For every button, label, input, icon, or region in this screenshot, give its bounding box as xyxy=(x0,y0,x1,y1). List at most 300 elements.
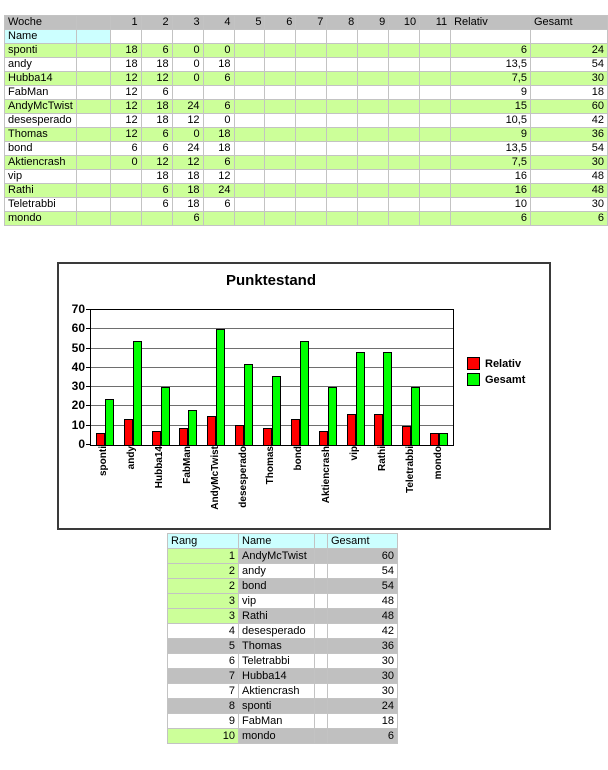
week-value-cell[interactable] xyxy=(420,142,451,156)
week-value-cell[interactable] xyxy=(265,128,296,142)
relativ-value-cell[interactable]: 7,5 xyxy=(451,156,531,170)
blank-cell[interactable] xyxy=(315,579,328,594)
blank-cell[interactable] xyxy=(234,30,265,44)
week-table-row xyxy=(5,72,608,86)
week-value-cell[interactable] xyxy=(265,100,296,114)
week-value-cell[interactable] xyxy=(234,198,265,212)
week-value-cell[interactable] xyxy=(234,72,265,86)
blank-cell[interactable] xyxy=(327,30,358,44)
col-header-week-7[interactable]: 7 xyxy=(296,16,327,30)
week-value-cell[interactable]: 18 xyxy=(141,100,172,114)
blank-cell[interactable] xyxy=(315,729,328,744)
rang-cell[interactable]: 7 xyxy=(168,684,239,699)
rank-name-cell[interactable]: Rathi xyxy=(239,609,315,624)
week-value-cell[interactable] xyxy=(420,212,451,226)
blank-cell[interactable] xyxy=(76,142,110,156)
bar-group xyxy=(314,387,342,445)
week-value-cell[interactable] xyxy=(358,198,389,212)
week-value-cell[interactable] xyxy=(296,128,327,142)
week-value-cell[interactable] xyxy=(110,184,141,198)
week-value-cell[interactable] xyxy=(358,156,389,170)
rank-name-cell[interactable]: Hubba14 xyxy=(239,669,315,684)
col-header-week-8[interactable]: 8 xyxy=(327,16,358,30)
week-value-cell[interactable] xyxy=(358,128,389,142)
week-table-row xyxy=(5,156,608,170)
week-value-cell[interactable] xyxy=(358,170,389,184)
week-value-cell[interactable] xyxy=(234,156,265,170)
week-value-cell[interactable]: 0 xyxy=(172,44,203,58)
week-value-cell[interactable]: 24 xyxy=(203,184,234,198)
week-value-cell[interactable]: 6 xyxy=(141,128,172,142)
rank-gesamt-cell[interactable]: 48 xyxy=(328,594,398,609)
blank-cell[interactable] xyxy=(76,212,110,226)
blank-cell[interactable] xyxy=(76,128,110,142)
blank-cell[interactable] xyxy=(76,86,110,100)
week-value-cell[interactable] xyxy=(358,58,389,72)
blank-cell[interactable] xyxy=(315,624,328,639)
week-value-cell[interactable]: 12 xyxy=(172,114,203,128)
rang-cell[interactable]: 1 xyxy=(168,549,239,564)
week-value-cell[interactable]: 6 xyxy=(110,142,141,156)
blank-cell[interactable] xyxy=(451,30,531,44)
rank-name-cell[interactable]: AndyMcTwist xyxy=(239,549,315,564)
week-value-cell[interactable] xyxy=(110,198,141,212)
week-value-cell[interactable] xyxy=(327,142,358,156)
relativ-value-cell[interactable]: 10,5 xyxy=(451,114,531,128)
week-value-cell[interactable] xyxy=(327,44,358,58)
week-value-cell[interactable] xyxy=(327,86,358,100)
rank-gesamt-cell[interactable]: 18 xyxy=(328,714,398,729)
week-value-cell[interactable] xyxy=(358,86,389,100)
relativ-value-cell[interactable]: 10 xyxy=(451,198,531,212)
week-value-cell[interactable] xyxy=(234,170,265,184)
week-value-cell[interactable]: 18 xyxy=(172,184,203,198)
blank-cell[interactable] xyxy=(76,58,110,72)
blank-cell[interactable] xyxy=(315,699,328,714)
col-header-blank[interactable] xyxy=(315,534,328,549)
col-header-gesamt[interactable]: Gesamt xyxy=(530,16,607,30)
week-value-cell[interactable] xyxy=(358,184,389,198)
week-value-cell[interactable] xyxy=(420,58,451,72)
relativ-value-cell[interactable]: 16 xyxy=(451,170,531,184)
week-value-cell[interactable] xyxy=(327,156,358,170)
week-value-cell[interactable] xyxy=(389,198,420,212)
col-header-relativ[interactable]: Relativ xyxy=(451,16,531,30)
week-value-cell[interactable]: 0 xyxy=(172,58,203,72)
gesamt-value-cell[interactable]: 36 xyxy=(530,128,607,142)
rang-cell[interactable]: 7 xyxy=(168,669,239,684)
week-value-cell[interactable]: 6 xyxy=(141,184,172,198)
week-value-cell[interactable]: 12 xyxy=(172,156,203,170)
week-value-cell[interactable]: 6 xyxy=(203,156,234,170)
week-value-cell[interactable] xyxy=(358,100,389,114)
col-header-blank[interactable] xyxy=(76,16,110,30)
week-value-cell[interactable] xyxy=(389,128,420,142)
blank-cell[interactable] xyxy=(76,72,110,86)
gesamt-value-cell[interactable]: 48 xyxy=(530,184,607,198)
week-value-cell[interactable] xyxy=(358,44,389,58)
week-value-cell[interactable]: 0 xyxy=(172,72,203,86)
week-value-cell[interactable] xyxy=(296,198,327,212)
week-value-cell[interactable] xyxy=(389,44,420,58)
week-value-cell[interactable] xyxy=(265,212,296,226)
blank-cell[interactable] xyxy=(265,30,296,44)
blank-cell[interactable] xyxy=(315,654,328,669)
blank-cell[interactable] xyxy=(76,44,110,58)
week-value-cell[interactable] xyxy=(296,170,327,184)
week-value-cell[interactable] xyxy=(389,72,420,86)
week-value-cell[interactable] xyxy=(389,184,420,198)
week-value-cell[interactable]: 6 xyxy=(203,198,234,212)
week-value-cell[interactable] xyxy=(296,156,327,170)
week-value-cell[interactable] xyxy=(327,128,358,142)
player-name-cell[interactable]: sponti xyxy=(5,44,77,58)
rang-cell[interactable]: 2 xyxy=(168,564,239,579)
week-value-cell[interactable] xyxy=(265,114,296,128)
week-value-cell[interactable]: 18 xyxy=(203,128,234,142)
week-value-cell[interactable] xyxy=(141,212,172,226)
week-value-cell[interactable] xyxy=(389,142,420,156)
col-header-week-10[interactable]: 10 xyxy=(389,16,420,30)
week-value-cell[interactable] xyxy=(389,100,420,114)
week-value-cell[interactable]: 12 xyxy=(141,72,172,86)
week-value-cell[interactable]: 6 xyxy=(141,142,172,156)
x-axis-label: andy xyxy=(126,446,138,470)
week-value-cell[interactable] xyxy=(234,44,265,58)
week-value-cell[interactable] xyxy=(265,86,296,100)
week-value-cell[interactable] xyxy=(389,212,420,226)
player-name-cell[interactable]: vip xyxy=(5,170,77,184)
relativ-value-cell[interactable]: 16 xyxy=(451,184,531,198)
week-value-cell[interactable] xyxy=(327,198,358,212)
rank-gesamt-cell[interactable]: 54 xyxy=(328,564,398,579)
week-value-cell[interactable] xyxy=(420,184,451,198)
col-header-week-6[interactable]: 6 xyxy=(265,16,296,30)
week-value-cell[interactable]: 0 xyxy=(203,44,234,58)
player-name-cell[interactable]: Hubba14 xyxy=(5,72,77,86)
col-header-week-3[interactable]: 3 xyxy=(172,16,203,30)
col-header-week-11[interactable]: 11 xyxy=(420,16,451,30)
week-value-cell[interactable] xyxy=(420,44,451,58)
player-name-cell[interactable]: Thomas xyxy=(5,128,77,142)
player-name-cell[interactable]: mondo xyxy=(5,212,77,226)
week-value-cell[interactable] xyxy=(327,170,358,184)
week-value-cell[interactable] xyxy=(420,114,451,128)
week-value-cell[interactable] xyxy=(358,212,389,226)
blank-cell[interactable] xyxy=(76,30,110,44)
week-value-cell[interactable]: 6 xyxy=(141,86,172,100)
bar-group xyxy=(286,341,314,445)
player-name-cell[interactable]: Rathi xyxy=(5,184,77,198)
rank-name-cell[interactable]: mondo xyxy=(239,729,315,744)
week-value-cell[interactable] xyxy=(296,44,327,58)
week-value-cell[interactable] xyxy=(234,100,265,114)
blank-cell[interactable] xyxy=(110,30,141,44)
gesamt-value-cell[interactable]: 6 xyxy=(530,212,607,226)
blank-cell[interactable] xyxy=(76,156,110,170)
week-value-cell[interactable] xyxy=(389,58,420,72)
blank-cell[interactable] xyxy=(315,639,328,654)
week-value-cell[interactable]: 6 xyxy=(141,44,172,58)
col-header-gesamt[interactable]: Gesamt xyxy=(328,534,398,549)
rang-cell[interactable]: 10 xyxy=(168,729,239,744)
blank-cell[interactable] xyxy=(315,684,328,699)
blank-cell[interactable] xyxy=(76,184,110,198)
relativ-bar xyxy=(124,419,133,445)
relativ-value-cell[interactable]: 13,5 xyxy=(451,142,531,156)
week-value-cell[interactable] xyxy=(265,72,296,86)
relativ-value-cell[interactable]: 13,5 xyxy=(451,58,531,72)
week-value-cell[interactable] xyxy=(296,86,327,100)
player-name-cell[interactable]: desesperado xyxy=(5,114,77,128)
blank-cell[interactable] xyxy=(76,100,110,114)
bar-group xyxy=(397,387,425,445)
rank-gesamt-cell[interactable]: 54 xyxy=(328,579,398,594)
week-value-cell[interactable] xyxy=(234,184,265,198)
week-value-cell[interactable]: 24 xyxy=(172,142,203,156)
week-value-cell[interactable] xyxy=(327,114,358,128)
week-value-cell[interactable]: 12 xyxy=(110,72,141,86)
blank-cell[interactable] xyxy=(76,198,110,212)
rang-cell[interactable]: 8 xyxy=(168,699,239,714)
rank-gesamt-cell[interactable]: 30 xyxy=(328,669,398,684)
week-value-cell[interactable]: 18 xyxy=(110,58,141,72)
week-value-cell[interactable]: 6 xyxy=(141,198,172,212)
week-value-cell[interactable] xyxy=(265,58,296,72)
relativ-value-cell[interactable]: 6 xyxy=(451,44,531,58)
week-value-cell[interactable]: 6 xyxy=(172,212,203,226)
col-header-woche[interactable]: Woche xyxy=(5,16,77,30)
rang-cell[interactable]: 6 xyxy=(168,654,239,669)
week-value-cell[interactable] xyxy=(358,114,389,128)
gesamt-legend-swatch-icon xyxy=(467,373,480,386)
week-value-cell[interactable] xyxy=(296,100,327,114)
week-value-cell[interactable] xyxy=(172,86,203,100)
relativ-value-cell[interactable]: 9 xyxy=(451,128,531,142)
rank-gesamt-cell[interactable]: 30 xyxy=(328,684,398,699)
week-value-cell[interactable] xyxy=(296,142,327,156)
col-header-week-2[interactable]: 2 xyxy=(141,16,172,30)
week-value-cell[interactable]: 18 xyxy=(141,114,172,128)
blank-cell[interactable] xyxy=(141,30,172,44)
blank-cell[interactable] xyxy=(315,669,328,684)
week-value-cell[interactable] xyxy=(234,86,265,100)
player-name-cell[interactable]: FabMan xyxy=(5,86,77,100)
gesamt-value-cell[interactable]: 30 xyxy=(530,72,607,86)
week-value-cell[interactable] xyxy=(296,114,327,128)
week-value-cell[interactable]: 12 xyxy=(110,86,141,100)
rang-cell[interactable]: 3 xyxy=(168,594,239,609)
week-value-cell[interactable]: 6 xyxy=(203,100,234,114)
week-value-cell[interactable] xyxy=(420,198,451,212)
rang-cell[interactable]: 4 xyxy=(168,624,239,639)
blank-cell[interactable] xyxy=(530,30,607,44)
rank-gesamt-cell[interactable]: 36 xyxy=(328,639,398,654)
week-value-cell[interactable] xyxy=(389,114,420,128)
week-value-cell[interactable] xyxy=(296,184,327,198)
week-value-cell[interactable]: 18 xyxy=(141,58,172,72)
week-value-cell[interactable]: 18 xyxy=(172,170,203,184)
player-name-cell[interactable]: AndyMcTwist xyxy=(5,100,77,114)
gesamt-bar xyxy=(188,410,197,445)
blank-cell[interactable] xyxy=(315,714,328,729)
blank-cell[interactable] xyxy=(172,30,203,44)
rank-name-cell[interactable]: Teletrabbi xyxy=(239,654,315,669)
rank-name-cell[interactable]: bond xyxy=(239,579,315,594)
relativ-value-cell[interactable]: 15 xyxy=(451,100,531,114)
gesamt-value-cell[interactable]: 24 xyxy=(530,44,607,58)
week-value-cell[interactable] xyxy=(296,212,327,226)
y-axis-label: 40 xyxy=(71,359,85,374)
rank-name-cell[interactable]: Thomas xyxy=(239,639,315,654)
rank-gesamt-cell[interactable]: 24 xyxy=(328,699,398,714)
rang-cell[interactable]: 9 xyxy=(168,714,239,729)
blank-cell[interactable] xyxy=(76,170,110,184)
gesamt-value-cell[interactable]: 54 xyxy=(530,142,607,156)
blank-cell[interactable] xyxy=(420,30,451,44)
rank-gesamt-cell[interactable]: 60 xyxy=(328,549,398,564)
bar-group xyxy=(425,433,453,445)
week-value-cell[interactable]: 12 xyxy=(141,156,172,170)
week-value-cell[interactable]: 18 xyxy=(141,170,172,184)
week-value-cell[interactable] xyxy=(389,86,420,100)
col-header-week-5[interactable]: 5 xyxy=(234,16,265,30)
week-value-cell[interactable] xyxy=(234,142,265,156)
relativ-value-cell[interactable]: 7,5 xyxy=(451,72,531,86)
week-value-cell[interactable]: 18 xyxy=(110,44,141,58)
week-value-cell[interactable]: 24 xyxy=(172,100,203,114)
week-value-cell[interactable] xyxy=(327,212,358,226)
week-value-cell[interactable] xyxy=(234,114,265,128)
week-table-row xyxy=(5,86,608,100)
week-value-cell[interactable] xyxy=(358,72,389,86)
player-name-cell[interactable]: andy xyxy=(5,58,77,72)
rank-gesamt-cell[interactable]: 42 xyxy=(328,624,398,639)
gesamt-value-cell[interactable]: 18 xyxy=(530,86,607,100)
week-value-cell[interactable] xyxy=(358,142,389,156)
week-value-cell[interactable] xyxy=(296,72,327,86)
week-value-cell[interactable] xyxy=(203,86,234,100)
week-value-cell[interactable] xyxy=(234,212,265,226)
player-name-cell[interactable]: Aktiencrash xyxy=(5,156,77,170)
week-value-cell[interactable] xyxy=(110,170,141,184)
gesamt-value-cell[interactable]: 54 xyxy=(530,58,607,72)
week-value-cell[interactable] xyxy=(389,156,420,170)
week-value-cell[interactable] xyxy=(234,58,265,72)
blank-cell[interactable] xyxy=(315,609,328,624)
blank-cell[interactable] xyxy=(76,114,110,128)
week-value-cell[interactable] xyxy=(203,212,234,226)
week-value-cell[interactable] xyxy=(234,128,265,142)
week-value-cell[interactable] xyxy=(420,170,451,184)
rank-name-cell[interactable]: sponti xyxy=(239,699,315,714)
week-value-cell[interactable] xyxy=(265,198,296,212)
blank-cell[interactable] xyxy=(203,30,234,44)
week-value-cell[interactable] xyxy=(110,212,141,226)
week-value-cell[interactable] xyxy=(265,170,296,184)
blank-cell[interactable] xyxy=(315,549,328,564)
week-value-cell[interactable]: 6 xyxy=(203,72,234,86)
week-value-cell[interactable]: 0 xyxy=(203,114,234,128)
blank-cell[interactable] xyxy=(315,594,328,609)
week-value-cell[interactable] xyxy=(389,170,420,184)
rank-name-cell[interactable]: desesperado xyxy=(239,624,315,639)
punktestand-chart[interactable] xyxy=(57,262,551,530)
week-table-row xyxy=(5,184,608,198)
y-axis-label: 0 xyxy=(78,437,85,451)
week-value-cell[interactable]: 0 xyxy=(110,156,141,170)
rank-gesamt-cell[interactable]: 6 xyxy=(328,729,398,744)
relativ-bar xyxy=(235,425,244,445)
gesamt-value-cell[interactable]: 30 xyxy=(530,198,607,212)
relativ-value-cell[interactable]: 9 xyxy=(451,86,531,100)
col-header-week-9[interactable]: 9 xyxy=(358,16,389,30)
gesamt-value-cell[interactable]: 60 xyxy=(530,100,607,114)
week-value-cell[interactable] xyxy=(420,156,451,170)
week-value-cell[interactable]: 18 xyxy=(203,142,234,156)
week-value-cell[interactable]: 12 xyxy=(110,128,141,142)
rank-name-cell[interactable]: andy xyxy=(239,564,315,579)
week-value-cell[interactable]: 0 xyxy=(172,128,203,142)
week-value-cell[interactable]: 12 xyxy=(110,114,141,128)
week-table-row xyxy=(5,58,608,72)
week-value-cell[interactable] xyxy=(327,58,358,72)
week-value-cell[interactable]: 18 xyxy=(172,198,203,212)
rank-gesamt-cell[interactable]: 48 xyxy=(328,609,398,624)
rank-gesamt-cell[interactable]: 30 xyxy=(328,654,398,669)
week-value-cell[interactable] xyxy=(265,156,296,170)
week-value-cell[interactable] xyxy=(420,72,451,86)
week-value-cell[interactable]: 12 xyxy=(110,100,141,114)
week-value-cell[interactable] xyxy=(420,100,451,114)
col-header-name[interactable]: Name xyxy=(239,534,315,549)
name-label-cell[interactable]: Name xyxy=(5,30,77,44)
blank-cell[interactable] xyxy=(389,30,420,44)
week-value-cell[interactable] xyxy=(296,58,327,72)
col-header-week-1[interactable]: 1 xyxy=(110,16,141,30)
blank-cell[interactable] xyxy=(296,30,327,44)
blank-cell[interactable] xyxy=(315,564,328,579)
week-value-cell[interactable] xyxy=(265,44,296,58)
week-value-cell[interactable]: 12 xyxy=(203,170,234,184)
blank-cell[interactable] xyxy=(358,30,389,44)
ranking-table xyxy=(167,533,398,744)
rank-name-cell[interactable]: FabMan xyxy=(239,714,315,729)
week-value-cell[interactable] xyxy=(327,184,358,198)
rang-cell[interactable]: 3 xyxy=(168,609,239,624)
rang-cell[interactable]: 2 xyxy=(168,579,239,594)
gesamt-value-cell[interactable]: 42 xyxy=(530,114,607,128)
gesamt-value-cell[interactable]: 30 xyxy=(530,156,607,170)
gesamt-value-cell[interactable]: 48 xyxy=(530,170,607,184)
player-name-cell[interactable]: Teletrabbi xyxy=(5,198,77,212)
week-value-cell[interactable]: 18 xyxy=(203,58,234,72)
player-name-cell[interactable]: bond xyxy=(5,142,77,156)
col-header-week-4[interactable]: 4 xyxy=(203,16,234,30)
week-value-cell[interactable] xyxy=(265,142,296,156)
col-header-rang[interactable]: Rang xyxy=(168,534,239,549)
rang-cell[interactable]: 5 xyxy=(168,639,239,654)
rank-name-cell[interactable]: Aktiencrash xyxy=(239,684,315,699)
week-value-cell[interactable] xyxy=(420,86,451,100)
week-value-cell[interactable] xyxy=(327,72,358,86)
week-value-cell[interactable] xyxy=(265,184,296,198)
week-value-cell[interactable] xyxy=(327,100,358,114)
x-axis-label: Rathi xyxy=(376,446,388,471)
relativ-value-cell[interactable]: 6 xyxy=(451,212,531,226)
week-value-cell[interactable] xyxy=(420,128,451,142)
rank-name-cell[interactable]: vip xyxy=(239,594,315,609)
